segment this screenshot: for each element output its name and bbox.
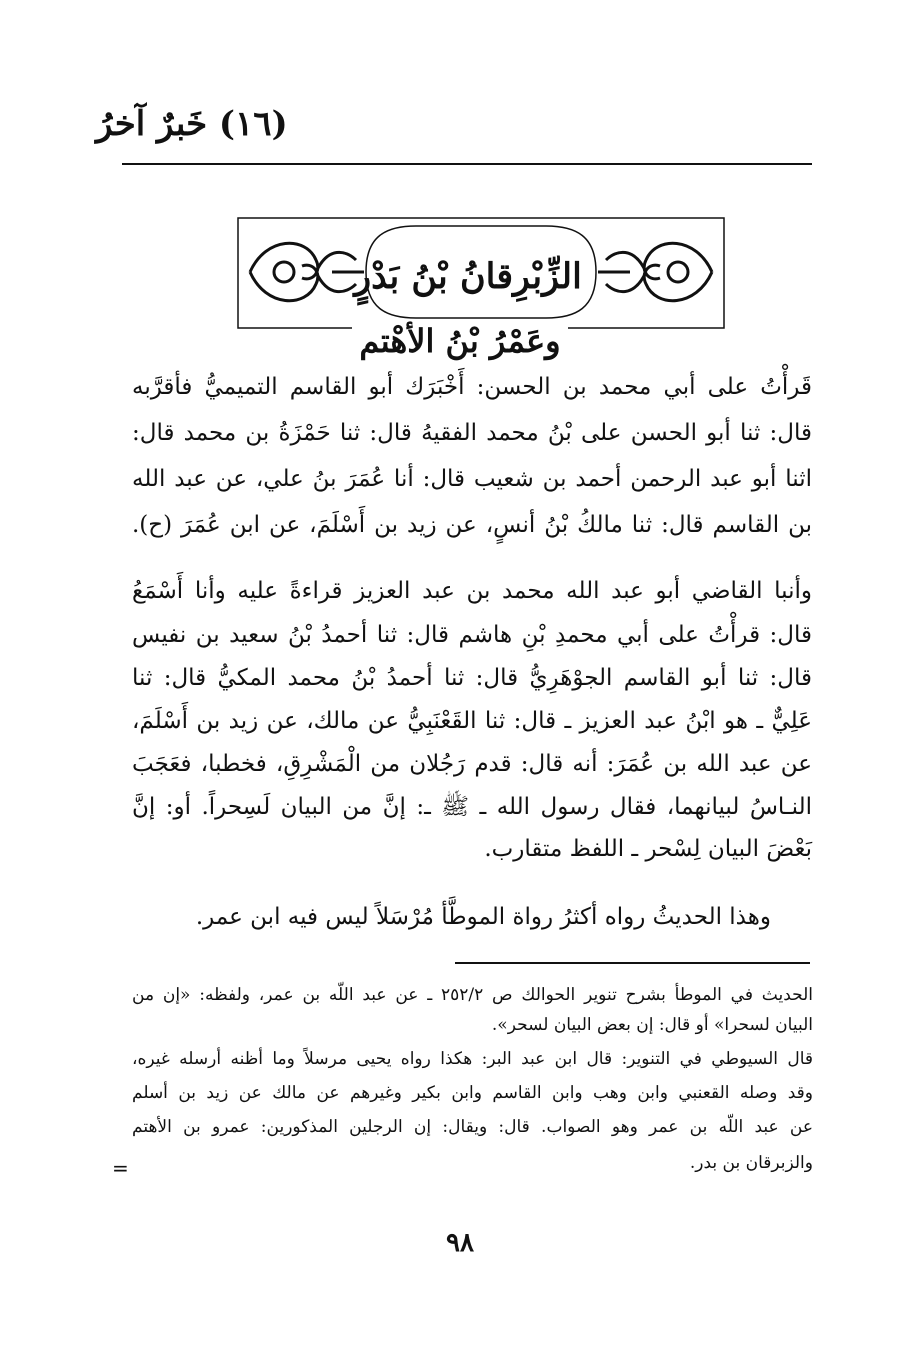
paragraph-2-line: النـاسُ لبيانهما، فقال رسول الله ـ ﷺ ـ: إنَّ من البيان لَسِحراً. أو: إنَّ (132, 794, 812, 820)
footnote-2-line: والزبرقان بن بدر. (689, 1153, 813, 1173)
footnote-2-line: قال السيوطي في التنوير: قال ابن عبد البر: هكذا رواه يحيى مرسلاً وما أظنه أرسله غيره، (132, 1049, 813, 1069)
paragraph-2-line: قال: قرأْتُ على أبي محمدِ بْنِ هاشم قال: ثنا أحمدُ بْنُ سعيد بن نفيس (132, 622, 812, 648)
paragraph-2-line: وأنبا القاضي أبو عبد الله محمد بن عبد العزيز قراءةً عليه وأنا أَسْمَعُ (132, 578, 812, 604)
footnote-2-line: عن عبد اللّه بن عمر وهو الصواب. قال: ويقال: إن الرجلين المذكورين: عمرو بن الأهتم (132, 1117, 813, 1137)
page-number: ٩٨ (446, 1228, 474, 1258)
paragraph-3: وهذا الحديثُ رواه أكثرُ رواة الموطَّأ مُرْسَلاً ليس فيه ابن عمر. (195, 904, 771, 930)
paragraph-2-line: قال: ثنا أبو القاسم الجوْهَرِيُّ قال: ثنا أحمدُ بْنُ محمد المكيُّ قال: ثنا (132, 665, 812, 691)
paragraph-1-line: اثنا أبو عبد الرحمن أحمد بن شعيب قال: أنا عُمَرَ بنُ علي، عن عبد الله (132, 466, 812, 492)
paragraph-2-line: بَعْضَ البيان لِسْحر ـ اللفظ متقارب. (484, 836, 812, 862)
paragraph-2-line: عَلِيٌّ ـ هو ابْنُ عبد العزيز ـ قال: ثنا القَعْنَبِيُّ عن مالك، عن زيد بن أَسْلَمَ، (132, 708, 812, 734)
chapter-title-line-2: وعَمْرُ بْنُ الأهْتم (352, 322, 568, 360)
paragraph-1-line: قَرأْتُ على أبي محمد بن الحسن: أَخْبَرَك أبو القاسم التميميُّ فأقرَّبه (132, 374, 812, 400)
footnote-2-line: وقد وصله القعنبي وابن وهب وابن القاسم وابن بكير وغيرهم عن مالك عن زيد بن أسلم (132, 1083, 813, 1103)
running-title: (١٦) خَبرٌ آخرُ (96, 104, 288, 144)
continuation-mark: = (112, 1156, 129, 1180)
header-rule (122, 163, 812, 165)
footnote-1-line: البيان لسحرا» أو قال: إن بعض البيان لسحر». (491, 1015, 813, 1035)
paragraph-1-line: بن القاسم قال: ثنا مالكُ بْنُ أنسٍ، عن زيد بن أَسْلَمَ، عن ابن عُمَرَ (ح). (132, 512, 812, 538)
paragraph-2-line: عن عبد الله بن عُمَرَ: أنه قال: قدم رَجُلان من الْمَشْرِقِ، فخطبا، فعَجَبَ (132, 751, 812, 777)
chapter-title-line-1: الزِّبْرِقانُ بْنُ بَدْرٍ (354, 256, 582, 297)
footnote-rule (455, 962, 810, 964)
paragraph-1-line: قال: ثنا أبو الحسن على بْنُ محمد الفقيهُ قال: ثنا حَمْزَةُ بن محمد قال: (132, 420, 812, 446)
footnote-1-line: الحديث في الموطأ بشرح تنوير الحوالك ص ٢٥٢/٢ ـ عن عبد اللّه بن عمر، ولفظه: «إن من (132, 985, 813, 1005)
